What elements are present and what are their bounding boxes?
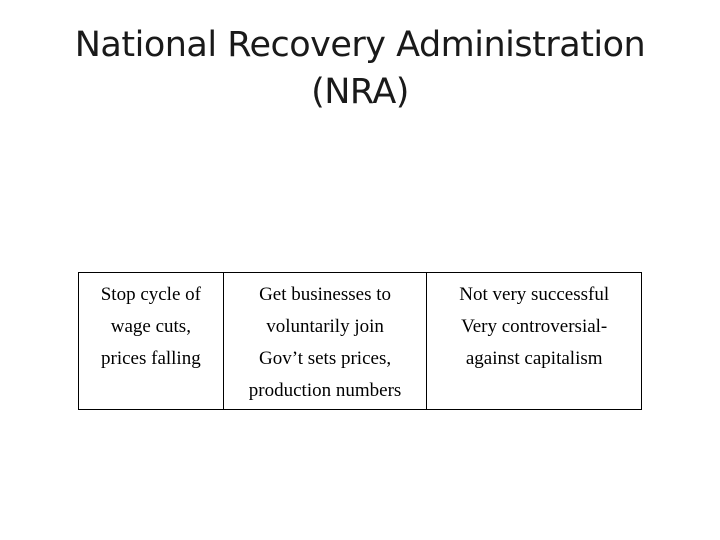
cell-line: Stop cycle of <box>100 284 201 305</box>
cell-line: Get businesses to <box>259 284 392 305</box>
table-cell-method <box>223 273 427 410</box>
cell-line: Very controversial- <box>461 316 608 337</box>
cell-line: Gov’t sets prices, <box>259 348 392 369</box>
cell-line: prices falling <box>101 348 201 369</box>
title-line-1: National Recovery Administration <box>74 25 646 65</box>
content-table <box>78 272 642 410</box>
cell-line: Not very successful <box>459 284 610 305</box>
table-cell-result <box>427 273 642 410</box>
slide-title <box>40 22 680 116</box>
cell-line: wage cuts, <box>110 316 191 337</box>
title-line-2: (NRA) <box>311 72 409 112</box>
table-row <box>79 273 642 410</box>
table-cell-purpose <box>79 273 224 410</box>
cell-line: voluntarily join <box>266 316 384 337</box>
cell-line: production numbers <box>248 380 402 401</box>
cell-line: against capitalism <box>465 348 603 369</box>
